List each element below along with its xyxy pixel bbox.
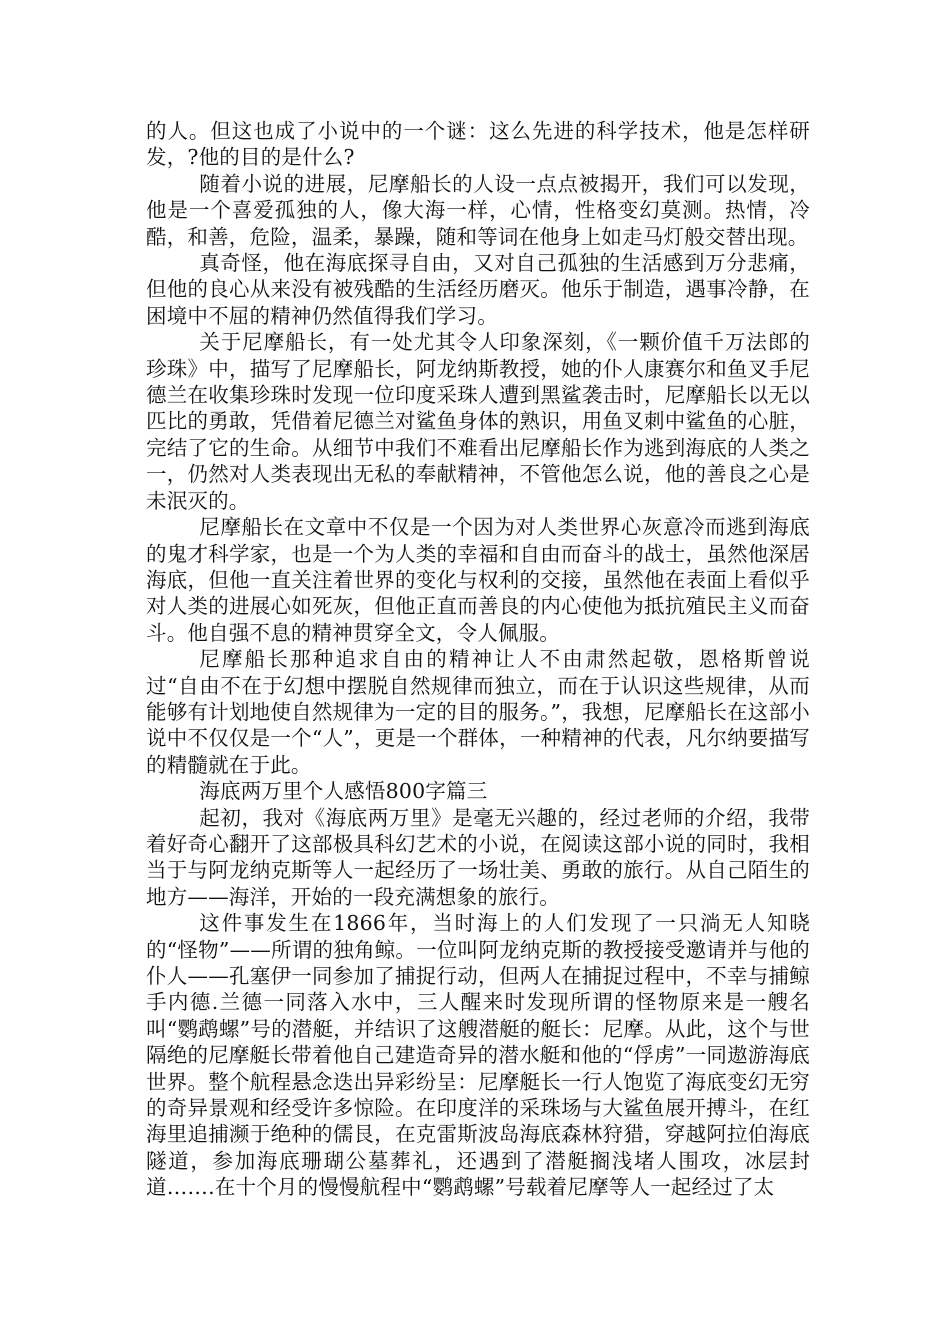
paragraph-freedom-and-loneliness: 真奇怪，他在海底探寻自由，又对自己孤独的生活感到万分悲痛，但他的良心从来没有被残酷的生活经历磨灭。他乐于制造，遇事冷静，在困境中不屈的精神仍然值得我们学习。: [146, 251, 810, 328]
paragraph-story-summary: 这件事发生在1866年，当时海上的人们发现了一只淌无人知晓的“怪物”——所谓的独角鲸。一位叫阿龙纳克斯的教授接受邀请并与他的仆人——孔塞伊一同参加了捕捉行动，但两人在捕捉过程中，不幸与捕鲸手内德.兰德一同落入水中，三人醒来时发现所谓的怪物原来是一艘名叫“鹦鹉螺”号的潜艇，并结识了这艘潜艇的艇长：尼摩。从此，这个与世隔绝的尼摩艇长带着他自己建造奇异的潜水艇和他的“俘虏”一同遨游海底世界。整个航程悬念迭出异彩纷呈：尼摩艇长一行人饱览了海底变幻无穷的奇异景观和经受许多惊险。在印度洋的采珠场与大鲨鱼展开搏斗，在红海里追捕濒于绝种的儒艮，在克雷斯波岛海底森林狩猎，穿越阿拉伯海底隧道，参加海底珊瑚公墓葬礼，还遇到了潜艇搁浅堵人围攻，冰层封道…….在十个月的慢慢航程中“鹦鹉螺”号载着尼摩等人一起经过了太: [146, 911, 810, 1200]
paragraph-spirit-of-freedom: 尼摩船长那种追求自由的精神让人不由肃然起敬，恩格斯曾说过“自由不在于幻想中摆脱自然规律而独立，而在于认识这些规律，从而能够有计划地使自然规律为一定的目的服务。”，我想，尼摩船长在这部小说中不仅仅是一个“人”，更是一个群体，一种精神的代表，凡尔纳要描写的精髓就在于此。: [146, 647, 810, 777]
paragraph-character-personality: 随着小说的进展，尼摩船长的人设一点点被揭开，我们可以发现，他是一个喜爱孤独的人，像大海一样，心情，性格变幻莫测。热情，冷酷，和善，危险，温柔，暴躁，随和等词在他身上如走马灯般交替出现。: [146, 171, 810, 249]
paragraph-scientist-and-fighter: 尼摩船长在文章中不仅是一个因为对人类世界心灰意冷而逃到海底的鬼才科学家，也是一个为人类的幸福和自由而奋斗的战士，虽然他深居海底，但他一直关注着世界的变化与权利的交接，虽然他在表面上看似乎对人类的进展心如死灰，但他正直而善良的内心使他为抵抗殖民主义而奋斗。他自强不息的精神贯穿全文，令人佩服。: [146, 515, 810, 645]
document-page: [146, 118, 810, 1201]
paragraph-continuation: 的人。但这也成了小说中的一个谜：这么先进的科学技术，他是怎样研发，?他的目的是什么?: [146, 119, 810, 170]
paragraph-pearl-episode: 关于尼摩船长，有一处尤其令人印象深刻，《一颗价值千万法郎的珍珠》中，描写了尼摩船长，阿龙纳斯教授，她的仆人康赛尔和鱼叉手尼德兰在收集珍珠时发现一位印度采珠人遭到黑鲨袭击时，尼摩船长以无以匹比的勇敢，凭借着尼德兰对鲨鱼身体的熟识，用鱼叉刺中鲨鱼的心脏，完结了它的生命。从细节中我们不难看出尼摩船长作为逃到海底的人类之一，仍然对人类表现出无私的奉献精神，不管他怎么说，他的善良之心是未泯灭的。: [146, 330, 810, 513]
paragraph-first-impression: 起初，我对《海底两万里》是毫无兴趣的，经过老师的介绍，我带着好奇心翻开了这部极具科幻艺术的小说，在阅读这部小说的同时，我相当于与阿龙纳克斯等人一起经历了一场壮美、勇敢的旅行。从自己陌生的地方——海洋，开始的一段充满想象的旅行。: [146, 805, 810, 909]
section-title: 海底两万里个人感悟800字篇三: [199, 779, 488, 804]
